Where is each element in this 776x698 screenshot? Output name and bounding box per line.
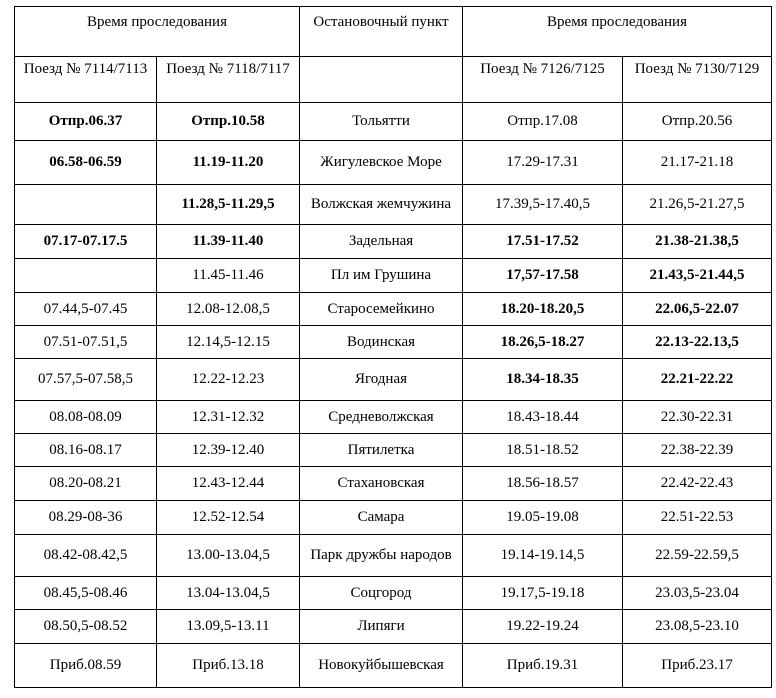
time-train-7130: 22.59-22.59,5 [623,535,772,577]
time-train-7114: 08.08-08.09 [15,401,157,434]
time-train-7130: 21.26,5-21.27,5 [623,185,772,225]
header-stop: Остановочный пункт [300,7,463,57]
train-blank-cell [300,57,463,103]
time-train-7118: Приб.13.18 [157,644,300,688]
time-train-7130: Приб.23.17 [623,644,772,688]
schedule-container [14,6,772,688]
train-number-row [15,57,772,103]
time-train-7114: 07.57,5-07.58,5 [15,359,157,401]
time-train-7118: 11.39-11.40 [157,225,300,259]
time-train-7114: 08.45,5-08.46 [15,577,157,610]
time-train-7114: 07.17-07.17.5 [15,225,157,259]
time-train-7130: 22.42-22.43 [623,467,772,501]
schedule-row [15,225,772,259]
train-7114-7113: Поезд № 7114/7113 [15,57,157,103]
time-train-7130: 22.13-22.13,5 [623,326,772,359]
time-train-7126: Приб.19.31 [463,644,623,688]
stop-name: Задельная [300,225,463,259]
stop-name: Соцгород [300,577,463,610]
stop-name: Водинская [300,326,463,359]
stop-name: Пл им Грушина [300,259,463,293]
time-train-7130: 21.43,5-21.44,5 [623,259,772,293]
time-train-7118: Отпр.10.58 [157,103,300,141]
time-train-7130: 23.08,5-23.10 [623,610,772,644]
stop-name: Парк дружбы народов [300,535,463,577]
time-train-7114 [15,259,157,293]
time-train-7118: 13.04-13.04,5 [157,577,300,610]
stop-name: Ягодная [300,359,463,401]
time-train-7114: 08.16-08.17 [15,434,157,467]
time-train-7126: 19.17,5-19.18 [463,577,623,610]
time-train-7126: 19.05-19.08 [463,501,623,535]
time-train-7118: 12.52-12.54 [157,501,300,535]
stop-name: Жигулевское Море [300,141,463,185]
time-train-7114: 07.44,5-07.45 [15,293,157,326]
time-train-7130: 22.38-22.39 [623,434,772,467]
time-train-7118: 11.28,5-11.29,5 [157,185,300,225]
time-train-7126: 17.39,5-17.40,5 [463,185,623,225]
schedule-row [15,293,772,326]
schedule-row [15,185,772,225]
stop-name: Новокуйбышевская [300,644,463,688]
time-train-7118: 12.39-12.40 [157,434,300,467]
time-train-7126: 18.34-18.35 [463,359,623,401]
time-train-7130: 22.21-22.22 [623,359,772,401]
schedule-row [15,644,772,688]
time-train-7118: 12.43-12.44 [157,467,300,501]
time-train-7118: 12.14,5-12.15 [157,326,300,359]
time-train-7114: 07.51-07.51,5 [15,326,157,359]
time-train-7126: 18.20-18.20,5 [463,293,623,326]
stop-name: Липяги [300,610,463,644]
schedule-row [15,326,772,359]
schedule-row [15,610,772,644]
schedule-row [15,259,772,293]
time-train-7114: 06.58-06.59 [15,141,157,185]
time-train-7126: 17.51-17.52 [463,225,623,259]
stop-name: Пятилетка [300,434,463,467]
time-train-7118: 12.31-12.32 [157,401,300,434]
time-train-7114: 08.42-08.42,5 [15,535,157,577]
stop-name: Стахановская [300,467,463,501]
schedule-row [15,535,772,577]
time-train-7114: Приб.08.59 [15,644,157,688]
stop-name: Волжская жемчужина [300,185,463,225]
time-train-7118: 11.45-11.46 [157,259,300,293]
time-train-7118: 12.22-12.23 [157,359,300,401]
time-train-7114: 08.20-08.21 [15,467,157,501]
time-train-7126: 19.14-19.14,5 [463,535,623,577]
time-train-7126: 18.43-18.44 [463,401,623,434]
time-train-7130: 22.30-22.31 [623,401,772,434]
time-train-7114: 08.50,5-08.52 [15,610,157,644]
train-7126-7125: Поезд № 7126/7125 [463,57,623,103]
schedule-row [15,103,772,141]
stop-name: Тольятти [300,103,463,141]
train-7118-7117: Поезд № 7118/7117 [157,57,300,103]
time-train-7126: 18.26,5-18.27 [463,326,623,359]
time-train-7114 [15,185,157,225]
time-train-7126: Отпр.17.08 [463,103,623,141]
time-train-7118: 13.00-13.04,5 [157,535,300,577]
time-train-7126: 17.29-17.31 [463,141,623,185]
stop-name: Самара [300,501,463,535]
time-train-7114: 08.29-08-36 [15,501,157,535]
time-train-7118: 13.09,5-13.11 [157,610,300,644]
header-row [15,7,772,57]
schedule-row [15,577,772,610]
time-train-7130: 22.51-22.53 [623,501,772,535]
time-train-7130: 23.03,5-23.04 [623,577,772,610]
schedule-row [15,359,772,401]
time-train-7130: 22.06,5-22.07 [623,293,772,326]
schedule-row [15,434,772,467]
time-train-7126: 18.51-18.52 [463,434,623,467]
time-train-7130: 21.17-21.18 [623,141,772,185]
time-train-7118: 12.08-12.08,5 [157,293,300,326]
time-train-7126: 19.22-19.24 [463,610,623,644]
time-train-7126: 18.56-18.57 [463,467,623,501]
schedule-row [15,141,772,185]
time-train-7126: 17,57-17.58 [463,259,623,293]
stop-name: Средневолжская [300,401,463,434]
stop-name: Старосемейкино [300,293,463,326]
header-time-left: Время проследования [15,7,300,57]
time-train-7130: 21.38-21.38,5 [623,225,772,259]
train-schedule-table [14,6,772,688]
header-time-right: Время проследования [463,7,772,57]
train-7130-7129: Поезд № 7130/7129 [623,57,772,103]
schedule-row [15,501,772,535]
time-train-7114: Отпр.06.37 [15,103,157,141]
time-train-7130: Отпр.20.56 [623,103,772,141]
time-train-7118: 11.19-11.20 [157,141,300,185]
schedule-row [15,467,772,501]
schedule-row [15,401,772,434]
